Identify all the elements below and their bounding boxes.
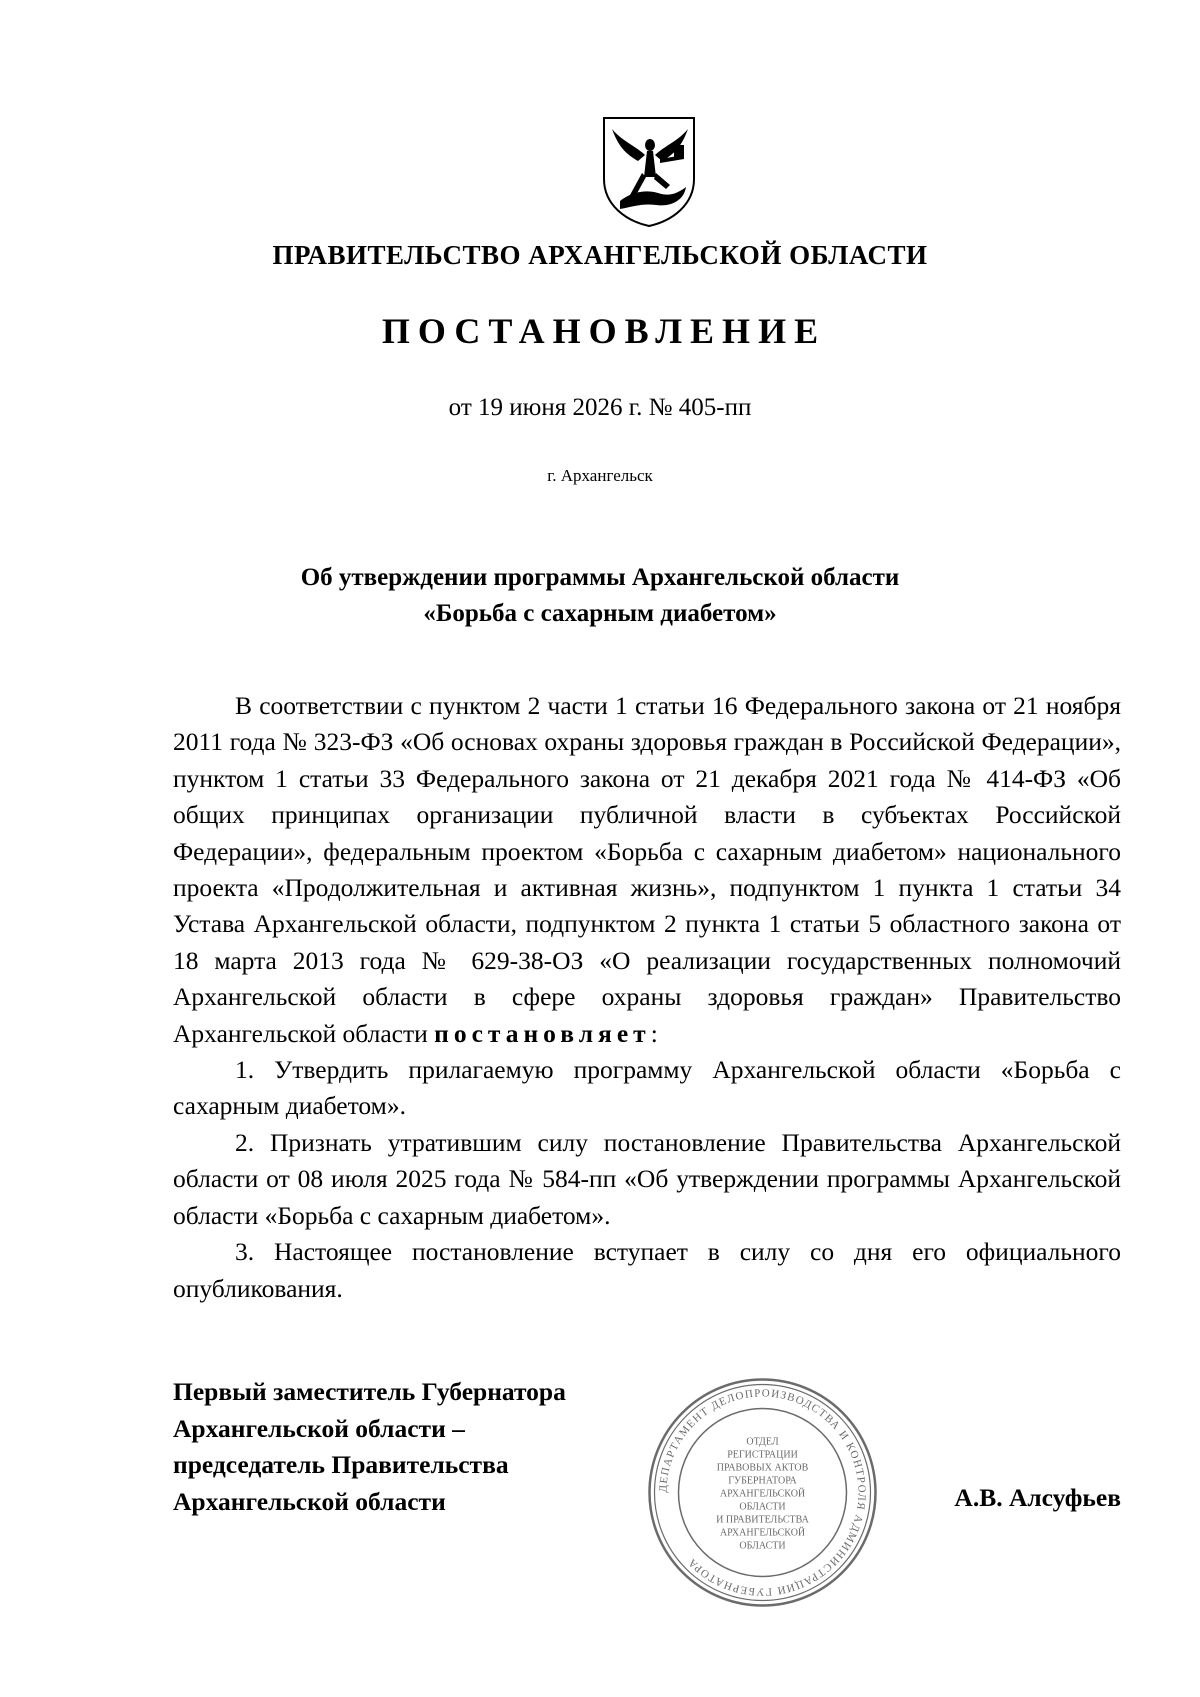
city: г. Архангельск <box>547 466 653 485</box>
decree-item: 3. Настоящее постановление вступает в силу со дня его официального опубликования. <box>173 1237 1121 1303</box>
signer-position-line: председатель Правительства <box>173 1450 509 1479</box>
signer-position-line: Архангельской области – <box>173 1413 465 1443</box>
seal-inner-line: АРХАНГЕЛЬСКОЙ <box>719 1527 806 1539</box>
title-line: «Борьба с сахарным диабетом» <box>423 600 777 627</box>
preamble-paragraph <box>173 688 1121 1052</box>
decree-item: 1. Утвердить прилагаемую программу Архангельской области «Борьба с сахарным диабетом». <box>173 1055 1121 1121</box>
seal-inner-line: РЕГИСТРАЦИИ <box>727 1449 798 1461</box>
seal-inner-line: ОБЛАСТИ <box>739 1540 786 1552</box>
svg-text:ДЕПАРТАМЕНТ ДЕЛОПРОИЗВОДСТВА И: ДЕПАРТАМЕНТ ДЕЛОПРОИЗВОДСТВА И КОНТРОЛЯ АДМИНИСТРАЦИИ ГУБЕРНАТОРА <box>657 1387 868 1598</box>
seal-inner-line: ОБЛАСТИ <box>739 1501 786 1513</box>
decree-item: 2. Признать утратившим силу постановление Правительства Архангельской области от 08 июля 2025 года № 584-пп «Об утверждении программы Архангельской области «Борьба с сахарным диабетом». <box>173 1127 1121 1230</box>
title-line: Об утверждении программы Архангельской области <box>300 564 900 591</box>
seal-inner-line: АРХАНГЕЛЬСКОЙ <box>719 1488 806 1500</box>
seal-inner-line: ПРАВОВЫХ АКТОВ <box>716 1462 809 1474</box>
date-and-number: от 19 июня 2026 г. № 405-пп <box>448 394 752 421</box>
signer-position <box>173 1374 566 1520</box>
document-type: ПОСТАНОВЛЕНИЕ <box>381 311 827 351</box>
seal-inner-line: И ПРАВИТЕЛЬСТВА <box>716 1514 809 1526</box>
seal-inner-line: ГУБЕРНАТОРА <box>728 1475 797 1487</box>
signer-position-line: Первый заместитель Губернатора <box>173 1377 566 1406</box>
official-seal <box>645 1375 880 1610</box>
coat-of-arms-icon <box>600 115 698 228</box>
decree-word: постановляет <box>434 1018 651 1048</box>
document-body <box>173 688 1121 1307</box>
decree-colon: : <box>650 1018 658 1048</box>
signer-name: А.В. Алсуфьев <box>954 1483 1121 1512</box>
seal-inner-line: ОТДЕЛ <box>746 1436 779 1448</box>
document-title <box>0 560 1200 632</box>
preamble-text: В соответствии с пунктом 2 части 1 статьи 16 Федерального закона от 21 ноября 2011 года № 323-ФЗ «Об основах охраны здоровья граждан в Российской Федерации», пунктом 1 статьи 33 Федерального закона от 21 декабря 2021 года № 414-ФЗ «Об общих принципах организации публичной власти в субъектах Российской Федерации», федеральным проектом «Борьба с сахарным диабетом» национального проекта «Продолжительная и активная жизнь», подпунктом 1 пункта 1 статьи 34 Устава Архангельской области, подпунктом 2 пункта 1 статьи 5 областного закона от 18 марта 2013 года № 629-38-ОЗ «О реализации государственных полномочий Архангельской области в сфере охраны здоровья граждан» Правительство Архангельской области <box>173 691 1121 1048</box>
signer-position-line: Архангельской области <box>173 1486 446 1516</box>
organization-name: ПРАВИТЕЛЬСТВО АРХАНГЕЛЬСКОЙ ОБЛАСТИ <box>272 240 928 270</box>
